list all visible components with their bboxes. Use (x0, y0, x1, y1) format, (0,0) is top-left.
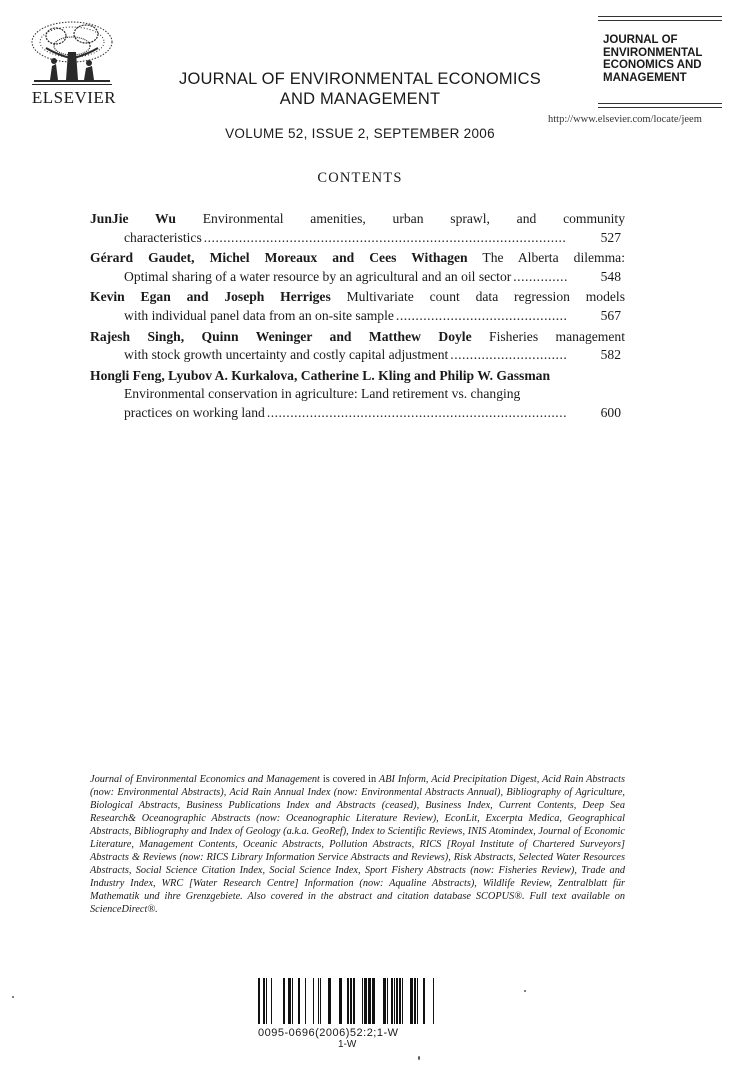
barcode-bar (266, 978, 267, 1024)
barcode-bar (417, 978, 418, 1024)
barcode-bar (391, 978, 393, 1024)
barcode-bar (288, 978, 291, 1024)
barcode-bar (271, 978, 272, 1024)
barcode-bar (387, 978, 388, 1024)
toc-entry-first-line (90, 328, 625, 347)
barcode-bar (433, 978, 434, 1024)
dot-leader (267, 404, 567, 423)
barcode-bar (328, 978, 331, 1024)
toc-entry[interactable] (90, 328, 625, 365)
toc-title-start: The Alberta dilemma: (482, 250, 625, 266)
dot-leader (396, 307, 567, 326)
scan-speck (524, 990, 526, 992)
toc-title-end: characteristics (124, 229, 202, 245)
toc-page-number: 600 (600, 404, 621, 420)
dot-leader (513, 268, 567, 287)
coverage-list: ABI Inform, Acid Precipitation Digest, Acid Rain Abstracts (now: Environmental Abstracts), Acid Rain Annual Index (now: Environmental Abstracts Annual), Bibliography of Agriculture, Biological Abstracts, Business Publications Index and Abstracts (ceased), Business Index, Current Contents, Deep Sea Research& Oceanographic Abstracts (now: Oceanographic Literature Review), EconLit, Excerpta Medica, Geographical Abstracts, Bibliography and Index of Geology (a.k.a. GeoRef), Index to Scientific Reviews, INIS Atomindex, Journal of Economic Literature, Management Contents, Oceanic Abstracts, Pollution Abstracts, RICS [Royal Institute of Chartered Surveyors] Abstracts & Reviews (now: RICS Library Information Service Abstracts and Reviews), Risk Abstracts, Selected Water Resources Abstracts, Social Science Citation Index, Social Science Index, Sport Fishery Abstracts (now: Fisheries Review), Trade and Industry Index, WRC [Water Research Centre] Information (now: Aqualine Abstracts), Wildlife Review, Zentralblatt für Mathematik und ihre Grenzgebiete. (90, 774, 625, 903)
publisher-name: ELSEVIER (31, 88, 117, 107)
barcode-bar (368, 978, 371, 1024)
toc-title-start: Multivariate count data regression models (346, 289, 626, 305)
toc-title-end: practices on working land (124, 404, 265, 420)
toc-entry-first-line (90, 249, 625, 268)
barcode-bar (362, 978, 363, 1024)
barcode-bar (353, 978, 355, 1024)
barcode-bar (313, 978, 314, 1024)
journal-url[interactable]: http://www.elsevier.com/locate/jeem (548, 114, 702, 125)
barcode-bar (350, 978, 352, 1024)
dot-leader (450, 346, 567, 365)
barcode-bar (402, 978, 403, 1024)
coverage-connector: is covered in (322, 774, 377, 785)
divider (598, 103, 722, 104)
barcode-bar (410, 978, 413, 1024)
toc-entry[interactable] (90, 367, 625, 423)
toc-title-last-line (90, 229, 625, 248)
barcode-bar (396, 978, 398, 1024)
volume-issue: VOLUME 52, ISSUE 2, SEPTEMBER 2006 (225, 126, 495, 141)
dot-leader (204, 229, 567, 248)
barcode-bar (298, 978, 300, 1024)
toc-entry-first-line (90, 210, 625, 229)
divider (598, 20, 722, 21)
barcode-bar (372, 978, 375, 1024)
side-title-line: JOURNAL OF (603, 34, 678, 46)
side-title-line: MANAGEMENT (603, 71, 687, 84)
toc-title-end: with individual panel data from an on-site sample (124, 307, 394, 323)
coverage-journal-name: Journal of Environmental Economics and Management (90, 774, 320, 785)
toc-title-start: Fisheries management (489, 328, 625, 344)
toc-title-end: Optimal sharing of a water resource by an agricultural and an oil sector (124, 268, 512, 284)
toc-entry-first-line (90, 367, 625, 386)
barcode-icon (258, 978, 454, 1024)
toc-entry[interactable] (90, 288, 625, 325)
barcode-bar (318, 978, 319, 1024)
journal-title (140, 69, 580, 109)
barcode-bar (423, 978, 425, 1024)
side-title-line: ENVIRONMENTAL (603, 46, 703, 59)
toc-entry[interactable] (90, 249, 625, 286)
scan-speck (418, 1056, 420, 1060)
toc-title-last-line (90, 307, 625, 326)
toc-page-number: 527 (600, 229, 621, 245)
coverage-also: Also covered in the abstract and citation database SCOPUS®. Full text available on ScienceDirect®. (90, 891, 625, 916)
journal-title-line1: JOURNAL OF ENVIRONMENTAL ECONOMICS (179, 70, 541, 88)
toc-authors: JunJie Wu (90, 211, 176, 226)
toc-title-last-line (90, 404, 625, 423)
toc-authors: Hongli Feng, Lyubov A. Kurkalova, Catherine L. Kling and Philip W. Gassman (90, 367, 551, 383)
toc-title-last-line (90, 268, 625, 287)
toc-title-last-line (90, 346, 625, 365)
toc-title-end: with stock growth uncertainty and costly capital adjustment (124, 347, 449, 363)
barcode-bar (292, 978, 293, 1024)
barcode-bar (399, 978, 401, 1024)
side-journal-title (603, 34, 702, 84)
scan-speck (12, 996, 14, 998)
contents-heading: CONTENTS (317, 170, 403, 186)
toc-authors: Kevin Egan and Joseph Herriges (90, 289, 331, 305)
toc-page-number: 582 (600, 347, 621, 363)
toc-page-number: 548 (600, 268, 621, 284)
barcode-bar (283, 978, 285, 1024)
barcode-bar (339, 978, 342, 1024)
barcode-bar (347, 978, 349, 1024)
toc-entry[interactable] (90, 210, 625, 247)
barcode-subtext: 1-W (338, 1039, 357, 1050)
toc-entry-first-line (90, 288, 625, 307)
coverage-note (90, 773, 625, 917)
toc-authors: Gérard Gaudet, Michel Moreaux and Cees Withagen (90, 250, 468, 266)
barcode-bar (383, 978, 386, 1024)
toc-title-start: Environmental amenities, urban sprawl, and community (202, 211, 625, 226)
barcode-bar (320, 978, 321, 1024)
barcode-bar (394, 978, 395, 1024)
barcode-bar (414, 978, 416, 1024)
barcode-bar (305, 978, 306, 1024)
table-of-contents (90, 210, 625, 425)
side-journal-box (598, 16, 722, 108)
side-title-line: ECONOMICS AND (603, 59, 702, 71)
barcode-bar (263, 978, 265, 1024)
journal-title-line2: AND MANAGEMENT (279, 90, 441, 108)
toc-title-line: Environmental conservation in agriculture: Land retirement vs. changing (124, 386, 521, 402)
tree-icon (26, 18, 118, 90)
barcode-bar (258, 978, 260, 1024)
barcode-number: 0095-0696(2006)52:2;1-W (258, 1027, 399, 1039)
toc-page-number: 567 (600, 307, 621, 323)
barcode-bar (364, 978, 367, 1024)
toc-authors: Rajesh Singh, Quinn Weninger and Matthew Doyle (90, 328, 472, 344)
